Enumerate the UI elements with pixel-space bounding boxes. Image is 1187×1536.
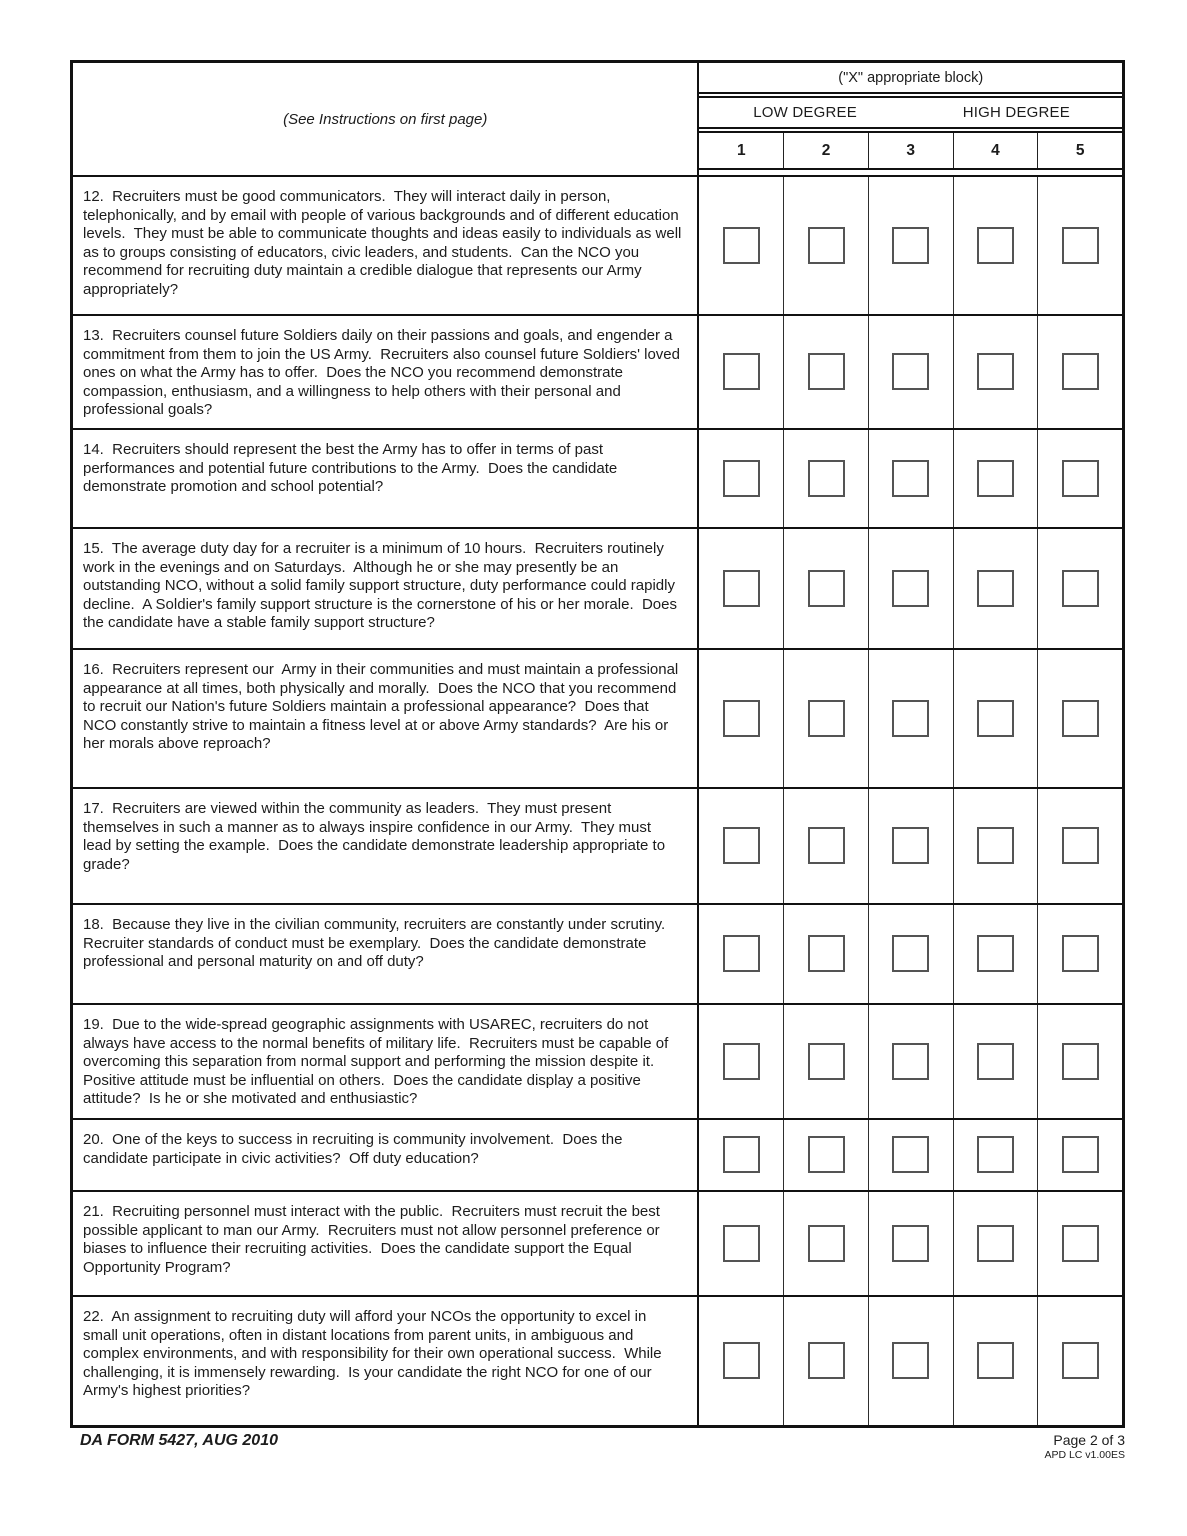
rating-checkbox-q17-4[interactable] xyxy=(977,827,1014,864)
rating-cell xyxy=(868,177,953,314)
rating-cell xyxy=(868,430,953,527)
question-text: 13. Recruiters counsel future Soldiers daily on their passions and goals, and engender a commitment from them to join the US Army. Recruiters also counsel future Soldiers' loved ones on what the Army has to offer. Does the NCO you recommend demonstrate compassion, enthusiasm, and a willingness to help others with their personal and professional goals? xyxy=(73,316,699,428)
rating-cell xyxy=(783,316,868,428)
rating-checkbox-q18-5[interactable] xyxy=(1062,935,1099,972)
rating-checkbox-q13-5[interactable] xyxy=(1062,353,1099,390)
question-rows xyxy=(73,175,1122,1425)
question-text: 20. One of the keys to success in recruiting is community involvement. Does the candidate participate in civic activities? Off duty education? xyxy=(73,1120,699,1190)
rating-table xyxy=(70,60,1125,1428)
rating-checkbox-q16-1[interactable] xyxy=(723,700,760,737)
rating-checkbox-q21-1[interactable] xyxy=(723,1225,760,1262)
rating-cell xyxy=(783,177,868,314)
column-label-1: 1 xyxy=(736,141,746,159)
rating-cell xyxy=(1037,430,1122,527)
rating-cell xyxy=(1037,789,1122,903)
rating-cell xyxy=(868,905,953,1003)
question-row-14 xyxy=(73,428,1122,527)
rating-cells xyxy=(699,650,1122,787)
rating-checkbox-q16-3[interactable] xyxy=(892,700,929,737)
column-label-4: 4 xyxy=(953,133,1038,168)
rating-checkbox-q18-1[interactable] xyxy=(723,935,760,972)
rating-checkbox-q18-4[interactable] xyxy=(977,935,1014,972)
rating-checkbox-q13-3[interactable] xyxy=(892,353,929,390)
rating-cell xyxy=(1037,177,1122,314)
rating-cell xyxy=(783,650,868,787)
rating-checkbox-q14-4[interactable] xyxy=(977,460,1014,497)
rating-cell xyxy=(868,529,953,648)
rating-cell xyxy=(699,177,783,314)
rating-checkbox-q13-1[interactable] xyxy=(723,353,760,390)
rating-cell xyxy=(699,316,783,428)
rating-cell xyxy=(953,316,1038,428)
rating-cell xyxy=(1037,316,1122,428)
rating-cell xyxy=(868,316,953,428)
low-degree-label: LOW DEGREE xyxy=(753,104,857,121)
rating-cell xyxy=(783,1192,868,1295)
rating-checkbox-q20-3[interactable] xyxy=(892,1136,929,1173)
question-text: 16. Recruiters represent our Army in their communities and must maintain a professional appearance at all times, both physically and morally. Does the NCO that you recommend to recruit our Nation's future Soldiers maintain a professional appearance? Does that NCO constantly strive to maintain a fitness level at or above Army standards? Are his or her morals above reproach? xyxy=(73,650,699,787)
rating-checkbox-q14-1[interactable] xyxy=(723,460,760,497)
rating-checkbox-q15-2[interactable] xyxy=(808,570,845,607)
rating-cell xyxy=(783,1120,868,1190)
rating-cell xyxy=(953,177,1038,314)
form-id: DA FORM 5427, AUG 2010 xyxy=(80,1432,278,1449)
rating-checkbox-q22-1[interactable] xyxy=(723,1342,760,1379)
table-header xyxy=(73,63,1122,175)
rating-checkbox-q16-2[interactable] xyxy=(808,700,845,737)
rating-cell xyxy=(953,1297,1038,1425)
instructions-note-cell xyxy=(73,63,699,175)
rating-cell xyxy=(699,1120,783,1190)
rating-checkbox-q17-5[interactable] xyxy=(1062,827,1099,864)
version-label: APD LC v1.00ES xyxy=(1044,1449,1125,1462)
question-text: 14. Recruiters should represent the best the Army has to offer in terms of past performances and potential future contributions to the Army. Does the candidate demonstrate promotion and school potential? xyxy=(73,430,699,527)
rating-checkbox-q21-3[interactable] xyxy=(892,1225,929,1262)
rating-cell xyxy=(1037,905,1122,1003)
rating-cell xyxy=(868,1005,953,1118)
x-block-label: ("X" appropriate block) xyxy=(838,69,984,86)
rating-cells xyxy=(699,789,1122,903)
question-row-12 xyxy=(73,175,1122,314)
rating-cells xyxy=(699,905,1122,1003)
rating-cell xyxy=(783,430,868,527)
rating-checkbox-q20-1[interactable] xyxy=(723,1136,760,1173)
x-block-header xyxy=(699,63,1122,94)
rating-cell xyxy=(1037,529,1122,648)
rating-cells xyxy=(699,1192,1122,1295)
rating-checkbox-q14-5[interactable] xyxy=(1062,460,1099,497)
rating-checkbox-q21-4[interactable] xyxy=(977,1225,1014,1262)
page-footer xyxy=(70,1432,1125,1461)
rating-cell xyxy=(783,905,868,1003)
question-text: 22. An assignment to recruiting duty will afford your NCOs the opportunity to excel in small unit operations, often in distant locations from parent units, in ambiguous and complex environments, and with responsibility for their own operational success. While challenging, it is immensely rewarding. Is your candidate the right NCO for one of our Army's highest priorities? xyxy=(73,1297,699,1425)
rating-cell xyxy=(1037,1192,1122,1295)
question-text: 21. Recruiting personnel must interact with the public. Recruiters must recruit the best possible applicant to man our Army. Recruiters must not allow personnel preference or biases to influence their recruiting activities. Does the candidate support the Equal Opportunity Program? xyxy=(73,1192,699,1295)
rating-cell xyxy=(953,430,1038,527)
rating-cell xyxy=(699,1192,783,1295)
rating-checkbox-q19-2[interactable] xyxy=(808,1043,845,1080)
degree-header xyxy=(699,96,1122,129)
rating-cell xyxy=(1037,1297,1122,1425)
rating-cell xyxy=(783,1297,868,1425)
rating-checkbox-q19-4[interactable] xyxy=(977,1043,1014,1080)
rating-cell xyxy=(953,1192,1038,1295)
rating-cells xyxy=(699,1005,1122,1118)
rating-checkbox-q20-5[interactable] xyxy=(1062,1136,1099,1173)
rating-cell xyxy=(953,905,1038,1003)
rating-checkbox-q14-3[interactable] xyxy=(892,460,929,497)
rating-cell xyxy=(953,1120,1038,1190)
column-label-5: 5 xyxy=(1037,133,1122,168)
rating-checkbox-q18-3[interactable] xyxy=(892,935,929,972)
question-row-18 xyxy=(73,903,1122,1003)
rating-cells xyxy=(699,1120,1122,1190)
rating-cells xyxy=(699,177,1122,314)
column-label-3: 3 xyxy=(868,133,953,168)
rating-checkbox-q17-1[interactable] xyxy=(723,827,760,864)
rating-header xyxy=(699,63,1122,175)
rating-cell xyxy=(868,1297,953,1425)
page-number: Page 2 of 3 xyxy=(1053,1432,1125,1448)
rating-cells xyxy=(699,316,1122,428)
rating-checkbox-q12-4[interactable] xyxy=(977,227,1014,264)
rating-cell xyxy=(868,789,953,903)
instructions-note: (See Instructions on first page) xyxy=(283,110,488,128)
rating-checkbox-q20-4[interactable] xyxy=(977,1136,1014,1173)
rating-cell xyxy=(1037,1005,1122,1118)
rating-cells xyxy=(699,1297,1122,1425)
rating-cells xyxy=(699,529,1122,648)
rating-checkbox-q19-3[interactable] xyxy=(892,1043,929,1080)
question-row-20 xyxy=(73,1118,1122,1190)
rating-cell xyxy=(699,650,783,787)
rating-checkbox-q15-4[interactable] xyxy=(977,570,1014,607)
rating-cell xyxy=(953,529,1038,648)
rating-checkbox-q15-1[interactable] xyxy=(723,570,760,607)
question-text: 18. Because they live in the civilian community, recruiters are constantly under scrutiny. Recruiter standards of conduct must be exemplary. Does the candidate demonstrate professional and personal maturity on and off duty? xyxy=(73,905,699,1003)
rating-checkbox-q21-5[interactable] xyxy=(1062,1225,1099,1262)
question-row-22 xyxy=(73,1295,1122,1425)
rating-checkbox-q16-4[interactable] xyxy=(977,700,1014,737)
rating-checkbox-q13-4[interactable] xyxy=(977,353,1014,390)
rating-cells xyxy=(699,430,1122,527)
rating-cell xyxy=(699,430,783,527)
rating-cell xyxy=(868,1192,953,1295)
question-text: 12. Recruiters must be good communicators. They will interact daily in person, telephonically, and by email with people of various backgrounds and of different education levels. They must be able to communicate thoughts and ideas easily to individuals as well as to groups consisting of educators, civic leaders, and students. Can the NCO you recommend for recruiting duty maintain a credible dialogue that represents our Army appropriately? xyxy=(73,177,699,314)
rating-cell xyxy=(783,789,868,903)
rating-checkbox-q19-1[interactable] xyxy=(723,1043,760,1080)
rating-checkbox-q17-2[interactable] xyxy=(808,827,845,864)
question-row-17 xyxy=(73,787,1122,903)
rating-cell xyxy=(699,1297,783,1425)
rating-checkbox-q20-2[interactable] xyxy=(808,1136,845,1173)
rating-checkbox-q22-2[interactable] xyxy=(808,1342,845,1379)
rating-checkbox-q15-3[interactable] xyxy=(892,570,929,607)
rating-cell xyxy=(1037,1120,1122,1190)
rating-cell xyxy=(783,529,868,648)
rating-checkbox-q22-3[interactable] xyxy=(892,1342,929,1379)
rating-cell xyxy=(868,650,953,787)
rating-cell xyxy=(699,1005,783,1118)
rating-checkbox-q13-2[interactable] xyxy=(808,353,845,390)
question-row-16 xyxy=(73,648,1122,787)
question-text: 15. The average duty day for a recruiter is a minimum of 10 hours. Recruiters routinely work in the evenings and on Saturdays. Although he or she may presently be an outstanding NCO, without a solid family support structure, duty performance could rapidly decline. A Soldier's family support structure is the cornerstone of his or her morale. Does the candidate have a stable family support structure? xyxy=(73,529,699,648)
rating-cell xyxy=(699,789,783,903)
rating-cell xyxy=(699,905,783,1003)
question-row-19 xyxy=(73,1003,1122,1118)
question-row-21 xyxy=(73,1190,1122,1295)
rating-cell xyxy=(953,650,1038,787)
rating-cell xyxy=(868,1120,953,1190)
rating-cell xyxy=(953,1005,1038,1118)
column-label-2: 2 xyxy=(783,133,868,168)
rating-scale-header xyxy=(699,131,1122,170)
rating-cell xyxy=(1037,650,1122,787)
rating-checkbox-q14-2[interactable] xyxy=(808,460,845,497)
rating-checkbox-q12-3[interactable] xyxy=(892,227,929,264)
question-row-15 xyxy=(73,527,1122,648)
rating-checkbox-q16-5[interactable] xyxy=(1062,700,1099,737)
rating-checkbox-q22-4[interactable] xyxy=(977,1342,1014,1379)
rating-checkbox-q22-5[interactable] xyxy=(1062,1342,1099,1379)
rating-checkbox-q17-3[interactable] xyxy=(892,827,929,864)
high-degree-label: HIGH DEGREE xyxy=(962,104,1070,121)
rating-checkbox-q18-2[interactable] xyxy=(808,935,845,972)
rating-checkbox-q15-5[interactable] xyxy=(1062,570,1099,607)
rating-checkbox-q12-5[interactable] xyxy=(1062,227,1099,264)
rating-checkbox-q12-2[interactable] xyxy=(808,227,845,264)
rating-cell xyxy=(699,529,783,648)
footer-right xyxy=(1044,1432,1125,1461)
question-text: 17. Recruiters are viewed within the community as leaders. They must present themselves in such a manner as to always inspire confidence in our Army. They must lead by setting the example. Does the candidate demonstrate leadership appropriate to grade? xyxy=(73,789,699,903)
rating-checkbox-q21-2[interactable] xyxy=(808,1225,845,1262)
question-text: 19. Due to the wide-spread geographic assignments with USAREC, recruiters do not always have access to the normal benefits of military life. Recruiters must be capable of overcoming this separation from normal support and performing the mission despite it. Positive attitude must be influential on others. Does the candidate display a positive attitude? Is he or she motivated and enthusiastic? xyxy=(73,1005,699,1118)
question-row-13 xyxy=(73,314,1122,428)
rating-checkbox-q12-1[interactable] xyxy=(723,227,760,264)
rating-checkbox-q19-5[interactable] xyxy=(1062,1043,1099,1080)
rating-cell xyxy=(783,1005,868,1118)
rating-cell xyxy=(953,789,1038,903)
